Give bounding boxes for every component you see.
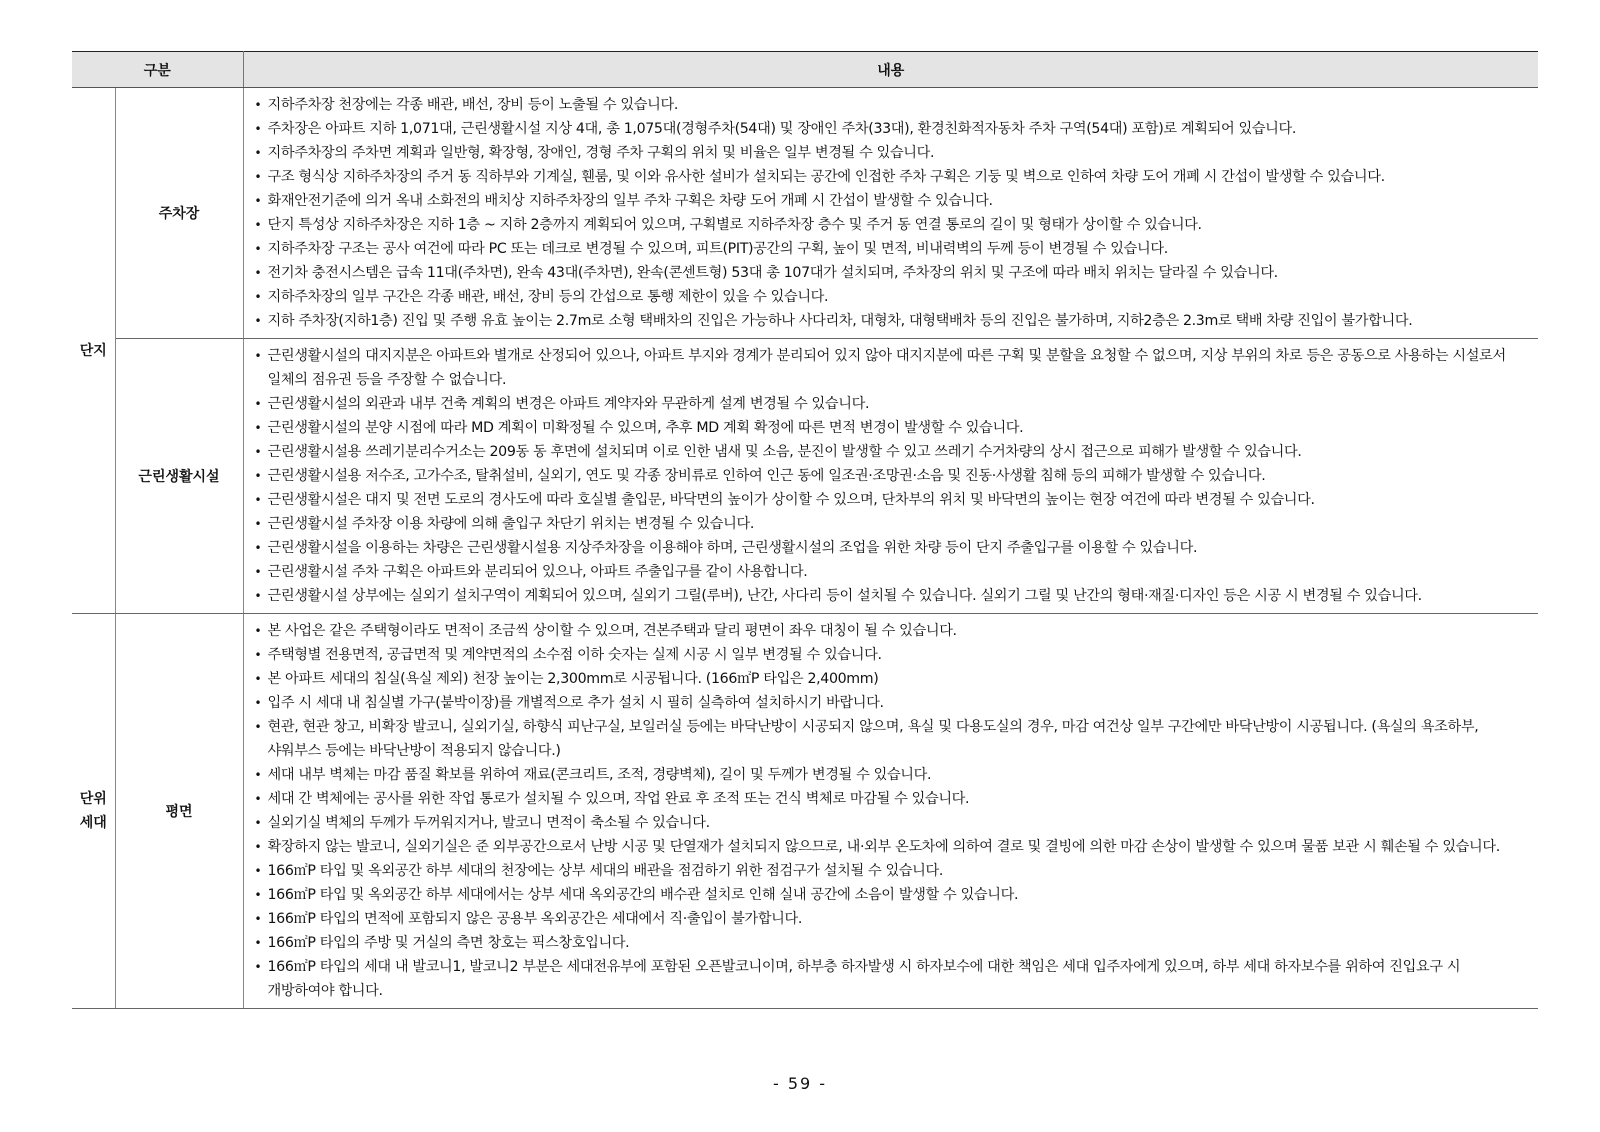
bullet-item: • 근린생활시설의 대지지분은 아파트와 별개로 산정되어 있으나, 아파트 부지와 경계가 분리되어 있지 않아 대지지분에 따른 구획 및 분할을 요청할 수 없으며, 지상 부위의 차로 등은 공동으로 사용하는 시설로서 일체의 점유권 등을 주장할 수 없습니다. [254,344,1531,392]
header-content: 내용 [243,52,1538,88]
subcategory-cell: 평면 [115,614,243,1009]
category-label: 단지 [79,342,107,359]
bullet-item: • 주차장은 아파트 지하 1,071대, 근린생활시설 지상 4대, 총 1,075대(경형주차(54대) 및 장애인 주차(33대), 환경친화적자동차 주차 구역(54대) 포함)로 계획되어 있습니다. [254,117,1531,141]
bullet-item: • 지하 주차장(지하1층) 진입 및 주행 유효 높이는 2.7m로 소형 택배차의 진입은 가능하나 사다리차, 대형차, 대형택배차 등의 진입은 불가하며, 지하2층은 2.3m로 택배 차량 진입이 불가합니다. [254,309,1531,333]
content-cell [243,88,1538,339]
bullet-item: • 주택형별 전용면적, 공급면적 및 계약면적의 소수점 이하 숫자는 실제 시공 시 일부 변경될 수 있습니다. [254,643,1531,667]
bullet-list [254,344,1531,608]
bullet-item: • 입주 시 세대 내 침실별 가구(붙박이장)를 개별적으로 추가 설치 시 필히 실측하여 설치하시기 바랍니다. [254,691,1531,715]
bullet-item: • 지하주차장의 일부 구간은 각종 배관, 배선, 장비 등의 간섭으로 통행 제한이 있을 수 있습니다. [254,285,1531,309]
table-header-row [72,52,1538,88]
bullet-item: • 근린생활시설 주차 구획은 아파트와 분리되어 있으나, 아파트 주출입구를 같이 사용합니다. [254,560,1531,584]
bullet-item: • 166㎡P 타입 및 옥외공간 하부 세대의 천장에는 상부 세대의 배관을 점검하기 위한 점검구가 설치될 수 있습니다. [254,859,1531,883]
bullet-item: • 지하주차장의 주차면 계획과 일반형, 확장형, 장애인, 경형 주차 구획의 위치 및 비율은 일부 변경될 수 있습니다. [254,141,1531,165]
bullet-item: • 근린생활시설 주차장 이용 차량에 의해 출입구 차단기 위치는 변경될 수 있습니다. [254,512,1531,536]
bullet-item: • 근린생활시설용 저수조, 고가수조, 탈취설비, 실외기, 연도 및 각종 장비류로 인하여 인근 동에 일조권·조망권·소음 및 진동·사생활 침해 등의 피해가 발생할 수 있습니다. [254,464,1531,488]
bullet-item: • 확장하지 않는 발코니, 실외기실은 준 외부공간으로서 난방 시공 및 단열재가 설치되지 않으므로, 내·외부 온도차에 의하여 결로 및 결빙에 의한 마감 손상이 발생할 수 있으며 물품 보관 시 훼손될 수 있습니다. [254,835,1531,859]
bullet-item: • 세대 간 벽체에는 공사를 위한 작업 통로가 설치될 수 있으며, 작업 완료 후 조적 또는 건식 벽체로 마감될 수 있습니다. [254,787,1531,811]
content-cell [243,614,1538,1009]
bullet-item: • 근린생활시설을 이용하는 차량은 근린생활시설용 지상주차장을 이용해야 하며, 근린생활시설의 조업을 위한 차량 등이 단지 주출입구를 이용할 수 있습니다. [254,536,1531,560]
bullet-item: • 전기차 충전시스템은 급속 11대(주차면), 완속 43대(주차면), 완속(콘센트형) 53대 총 107대가 설치되며, 주차장의 위치 및 구조에 따라 배치 위치는 달라질 수 있습니다. [254,261,1531,285]
bullet-item: • 본 사업은 같은 주택형이라도 면적이 조금씩 상이할 수 있으며, 견본주택과 달리 평면이 좌우 대칭이 될 수 있습니다. [254,619,1531,643]
bullet-item: • 근린생활시설의 분양 시점에 따라 MD 계획이 미확정될 수 있으며, 추후 MD 계획 확정에 따른 면적 변경이 발생할 수 있습니다. [254,416,1531,440]
bullet-item: • 지하주차장 천장에는 각종 배관, 배선, 장비 등이 노출될 수 있습니다. [254,93,1531,117]
category-label: 단위 세대 [79,791,107,831]
bullet-item: • 지하주차장 구조는 공사 여건에 따라 PC 또는 데크로 변경될 수 있으며, 피트(PIT)공간의 구획, 높이 및 면적, 비내력벽의 두께 등이 변경될 수 있습니다. [254,237,1531,261]
bullet-item: • 166㎡P 타입 및 옥외공간 하부 세대에서는 상부 세대 옥외공간의 배수관 설치로 인해 실내 공간에 소음이 발생할 수 있습니다. [254,883,1531,907]
bullet-item: • 근린생활시설 상부에는 실외기 설치구역이 계획되어 있으며, 실외기 그릴(루버), 난간, 사다리 등이 설치될 수 있습니다. 실외기 그릴 및 난간의 형태·재질·디자인 등은 시공 시 변경될 수 있습니다. [254,584,1531,608]
subcategory-cell: 근린생활시설 [115,339,243,614]
bullet-item: • 근린생활시설의 외관과 내부 건축 계획의 변경은 아파트 계약자와 무관하게 설계 변경될 수 있습니다. [254,392,1531,416]
bullet-list [254,619,1531,1003]
bullet-item: • 구조 형식상 지하주차장의 주거 동 직하부와 기계실, 휀룸, 및 이와 유사한 설비가 설치되는 공간에 인접한 주차 구획은 기둥 및 벽으로 인하여 차량 도어 개폐 시 간섭이 발생할 수 있습니다. [254,165,1531,189]
header-category: 구분 [72,52,243,88]
notice-table [72,51,1538,1009]
bullet-item: • 근린생활시설용 쓰레기분리수거소는 209동 동 후면에 설치되며 이로 인한 냄새 및 소음, 분진이 발생할 수 있고 쓰레기 수거차량의 상시 접근으로 피해가 발생할 수 있습니다. [254,440,1531,464]
bullet-item: • 현관, 현관 창고, 비확장 발코니, 실외기실, 하향식 피난구실, 보일러실 등에는 바닥난방이 시공되지 않으며, 욕실 및 다용도실의 경우, 마감 여건상 일부 구간에만 바닥난방이 시공됩니다. (욕실의 욕조하부, 샤워부스 등에는 바닥난방이 적용되지 않습니다.) [254,715,1531,763]
bullet-item: • 본 아파트 세대의 침실(욕실 제외) 천장 높이는 2,300mm로 시공됩니다. (166㎡P 타입은 2,400mm) [254,667,1531,691]
category-cell [72,88,115,614]
bullet-item: • 세대 내부 벽체는 마감 품질 확보를 위하여 재료(콘크리트, 조적, 경량벽체), 길이 및 두께가 변경될 수 있습니다. [254,763,1531,787]
table-row [72,614,1538,1009]
bullet-item: • 166㎡P 타입의 세대 내 발코니1, 발코니2 부분은 세대전유부에 포함된 오픈발코니이며, 하부층 하자발생 시 하자보수에 대한 책임은 세대 입주자에게 있으며, 하부 세대 하자보수를 위하여 진입요구 시 개방하여야 합니다. [254,955,1531,1003]
bullet-list [254,93,1531,333]
bullet-item: • 166㎡P 타입의 면적에 포함되지 않은 공용부 옥외공간은 세대에서 직·출입이 불가합니다. [254,907,1531,931]
table-row [72,88,1538,339]
subcategory-cell: 주차장 [115,88,243,339]
bullet-item: • 화재안전기준에 의거 옥내 소화전의 배치상 지하주차장의 일부 주차 구획은 차량 도어 개폐 시 간섭이 발생할 수 있습니다. [254,189,1531,213]
category-cell [72,614,115,1009]
page-number: - 59 - [772,1074,828,1093]
bullet-item: • 실외기실 벽체의 두께가 두꺼워지거나, 발코니 면적이 축소될 수 있습니다. [254,811,1531,835]
bullet-item: • 단지 특성상 지하주차장은 지하 1층 ~ 지하 2층까지 계획되어 있으며, 구획별로 지하주차장 층수 및 주거 동 연결 통로의 길이 및 형태가 상이할 수 있습니다. [254,213,1531,237]
table-row [72,339,1538,614]
bullet-item: • 166㎡P 타입의 주방 및 거실의 측면 창호는 픽스창호입니다. [254,931,1531,955]
bullet-item: • 근린생활시설은 대지 및 전면 도로의 경사도에 따라 호실별 출입문, 바닥면의 높이가 상이할 수 있으며, 단차부의 위치 및 바닥면의 높이는 현장 여건에 따라 변경될 수 있습니다. [254,488,1531,512]
content-cell [243,339,1538,614]
